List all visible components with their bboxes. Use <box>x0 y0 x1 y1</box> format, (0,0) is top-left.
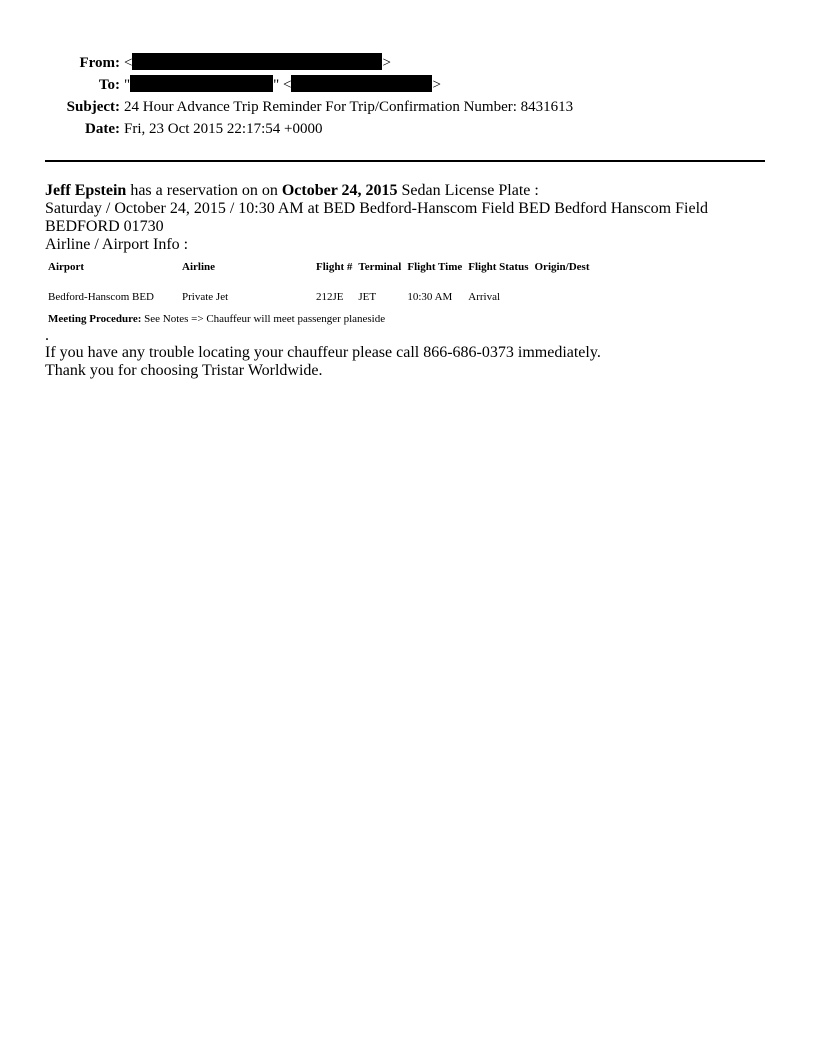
table-cell: Bedford-Hanscom BED <box>48 291 155 303</box>
column-header: Airline <box>182 261 215 273</box>
pickup-line: Saturday / October 24, 2015 / 10:30 AM at BED Bedford-Hanscom Field BED Bedford Hanscom Field <box>45 200 709 217</box>
message-body <box>45 182 765 380</box>
from-label: From: <box>79 55 120 71</box>
table-cell: Private Jet <box>182 291 229 303</box>
header-divider <box>45 160 765 162</box>
flight-table <box>45 256 593 310</box>
column-header: Terminal <box>358 261 402 273</box>
column-header: Flight # <box>316 261 353 273</box>
column-header: Origin/Dest <box>534 261 590 273</box>
passenger-name: Jeff Epstein <box>45 182 127 199</box>
separator-dot: . <box>45 327 49 344</box>
reservation-date: October 24, 2015 <box>281 182 398 199</box>
table-cell: Arrival <box>468 291 501 303</box>
to-value: " " < > <box>124 77 441 93</box>
subject-value: 24 Hour Advance Trip Reminder For Trip/Confirmation Number: 8431613 <box>124 99 574 115</box>
subject-label: Subject: <box>66 99 120 115</box>
column-header: Flight Time <box>407 261 463 273</box>
redacted-block <box>130 75 273 92</box>
flight-table-header <box>45 256 593 282</box>
to-label: To: <box>98 77 120 93</box>
redacted-block <box>132 53 382 70</box>
airline-info-label: Airline / Airport Info : <box>45 236 189 253</box>
to-row <box>0 74 816 96</box>
trouble-line: If you have any trouble locating your chauffeur please call 866-686-0373 immediately. <box>45 344 601 361</box>
redacted-block <box>291 75 432 92</box>
date-value: Fri, 23 Oct 2015 22:17:54 +0000 <box>124 121 323 137</box>
pickup-city: BEDFORD 01730 <box>45 218 164 235</box>
from-value: < > <box>124 55 391 71</box>
from-row <box>0 52 816 74</box>
column-header: Flight Status <box>468 261 529 273</box>
meeting-text: See Notes => Chauffeur will meet passenger planeside <box>141 313 386 325</box>
table-cell: 10:30 AM <box>407 291 453 303</box>
column-header: Airport <box>48 261 85 273</box>
date-label: Date: <box>85 121 120 137</box>
subject-row <box>0 96 816 118</box>
reservation-line: Jeff Epstein has a reservation on on October 24, 2015 Sedan License Plate : <box>45 182 539 199</box>
thanks-line: Thank you for choosing Tristar Worldwide. <box>45 362 323 379</box>
table-cell <box>532 282 593 310</box>
meeting-label: Meeting Procedure: <box>48 313 142 325</box>
email-header <box>0 52 816 140</box>
table-row <box>45 282 593 310</box>
table-cell: 212JE <box>316 291 344 303</box>
date-row <box>0 118 816 140</box>
meeting-procedure <box>45 310 765 326</box>
table-cell: JET <box>358 291 377 303</box>
